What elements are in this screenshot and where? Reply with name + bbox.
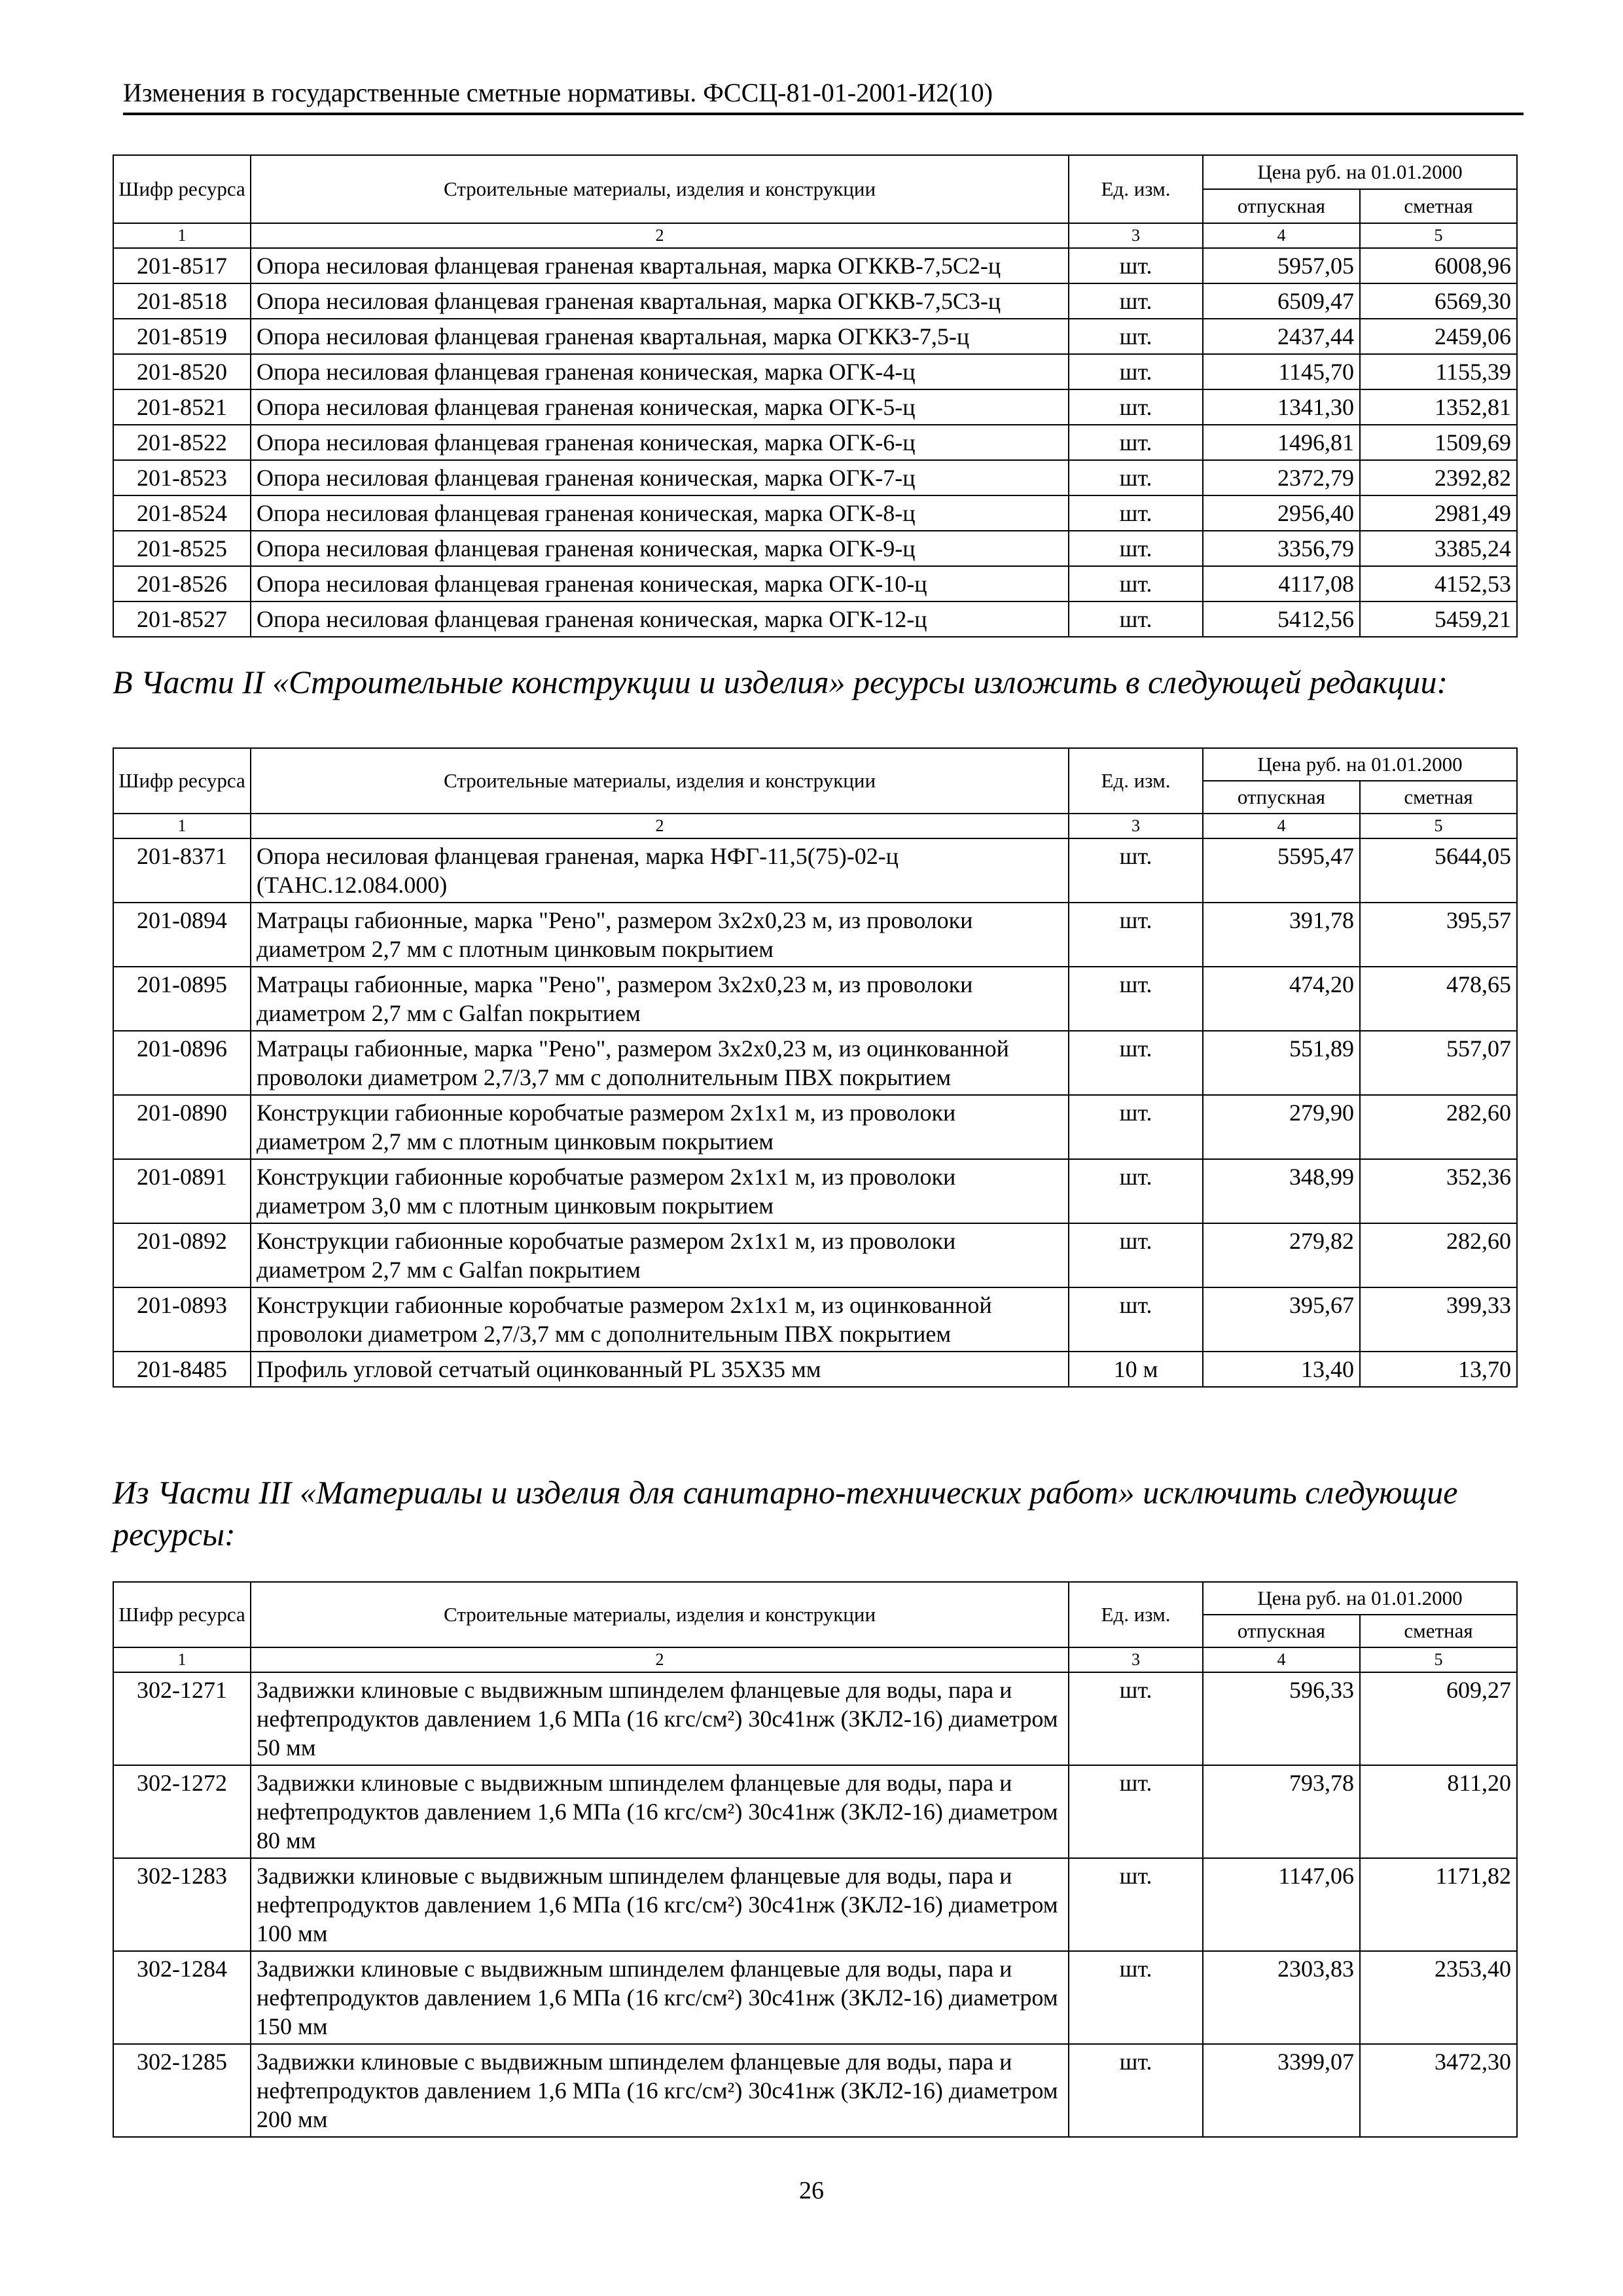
release-price: 474,20 xyxy=(1203,967,1360,1031)
resource-code: 201-0894 xyxy=(113,903,251,967)
resource-unit: шт. xyxy=(1069,460,1203,495)
header-name: Строительные материалы, изделия и конструкции xyxy=(251,748,1069,814)
resource-name: Матрацы габионные, марка "Рено", размером 3х2х0,23 м, из проволоки диаметром 2,7 мм с Galfan покрытием xyxy=(251,967,1069,1031)
header-code: Шифр ресурса xyxy=(113,155,251,223)
release-price: 1496,81 xyxy=(1203,425,1360,460)
header-estimate-price: сметная xyxy=(1360,189,1517,223)
table-row xyxy=(113,903,1517,967)
estimate-price: 5459,21 xyxy=(1360,601,1517,637)
column-number: 1 xyxy=(113,1647,251,1672)
table-row xyxy=(113,601,1517,637)
estimate-price: 478,65 xyxy=(1360,967,1517,1031)
column-number-row xyxy=(113,814,1517,838)
table-row xyxy=(113,838,1517,903)
release-price: 1147,06 xyxy=(1203,1858,1360,1951)
estimate-price: 557,07 xyxy=(1360,1031,1517,1095)
estimate-price: 1171,82 xyxy=(1360,1858,1517,1951)
estimate-price: 13,70 xyxy=(1360,1352,1517,1387)
header-name: Строительные материалы, изделия и конструкции xyxy=(251,155,1069,223)
resource-name: Задвижки клиновые с выдвижным шпинделем фланцевые для воды, пара и нефтепродуктов давлением 1,6 МПа (16 кгс/см²) 30с41нж (ЗКЛ2-16) диаметром 80 мм xyxy=(251,1765,1069,1858)
estimate-price: 282,60 xyxy=(1360,1095,1517,1159)
estimate-price: 1352,81 xyxy=(1360,389,1517,425)
estimate-price: 3472,30 xyxy=(1360,2044,1517,2137)
estimate-price: 352,36 xyxy=(1360,1159,1517,1223)
column-number: 2 xyxy=(251,223,1069,248)
table-row xyxy=(113,1951,1517,2044)
estimate-price: 2353,40 xyxy=(1360,1951,1517,2044)
release-price: 4117,08 xyxy=(1203,566,1360,601)
resource-unit: шт. xyxy=(1069,425,1203,460)
column-number: 4 xyxy=(1203,1647,1360,1672)
resource-unit: шт. xyxy=(1069,319,1203,354)
estimate-price: 395,57 xyxy=(1360,903,1517,967)
resource-name: Конструкции габионные коробчатые размером 2х1х1 м, из оцинкованной проволоки диаметром 2,7/3,7 мм с дополнительным ПВХ покрытием xyxy=(251,1287,1069,1352)
resource-code: 201-8524 xyxy=(113,495,251,531)
header-release-price: отпускная xyxy=(1203,781,1360,814)
column-number: 5 xyxy=(1360,223,1517,248)
header-code: Шифр ресурса xyxy=(113,748,251,814)
resource-unit: шт. xyxy=(1069,283,1203,319)
resource-name: Матрацы габионные, марка "Рено", размером 3х2х0,23 м, из проволоки диаметром 2,7 мм с плотным цинковым покрытием xyxy=(251,903,1069,967)
column-number: 2 xyxy=(251,1647,1069,1672)
section-heading-part-3: Из Части III «Материалы и изделия для санитарно-технических работ» исключить следующие ресурсы: xyxy=(113,1474,1458,1552)
resource-name: Опора несиловая фланцевая граненая коническая, марка ОГК-10-ц xyxy=(251,566,1069,601)
resource-name: Задвижки клиновые с выдвижным шпинделем фланцевые для воды, пара и нефтепродуктов давлением 1,6 МПа (16 кгс/см²) 30с41нж (ЗКЛ2-16) диаметром 100 мм xyxy=(251,1858,1069,1951)
estimate-price: 5644,05 xyxy=(1360,838,1517,903)
release-price: 395,67 xyxy=(1203,1287,1360,1352)
estimate-price: 2459,06 xyxy=(1360,319,1517,354)
resource-table-2 xyxy=(113,747,1518,1388)
column-number: 3 xyxy=(1069,1647,1203,1672)
release-price: 596,33 xyxy=(1203,1672,1360,1765)
resource-code: 201-8522 xyxy=(113,425,251,460)
page-header: Изменения в государственные сметные нормативы. ФССЦ-81-01-2001-И2(10) xyxy=(123,77,1524,115)
header-unit: Ед. изм. xyxy=(1069,155,1203,223)
resource-code: 201-0895 xyxy=(113,967,251,1031)
release-price: 279,90 xyxy=(1203,1095,1360,1159)
page-number: 26 xyxy=(799,2177,824,2204)
resource-unit: шт. xyxy=(1069,1095,1203,1159)
resource-code: 201-8518 xyxy=(113,283,251,319)
resource-name: Опора несиловая фланцевая граненая квартальная, марка ОГККВ-7,5С3-ц xyxy=(251,283,1069,319)
resource-name: Опора несиловая фланцевая граненая квартальная, марка ОГККЗ-7,5-ц xyxy=(251,319,1069,354)
resource-unit: шт. xyxy=(1069,389,1203,425)
resource-name: Опора несиловая фланцевая граненая квартальная, марка ОГККВ-7,5С2-ц xyxy=(251,248,1069,283)
release-price: 2303,83 xyxy=(1203,1951,1360,2044)
release-price: 2437,44 xyxy=(1203,319,1360,354)
resource-unit: шт. xyxy=(1069,495,1203,531)
header-unit: Ед. изм. xyxy=(1069,748,1203,814)
resource-unit: шт. xyxy=(1069,1672,1203,1765)
resource-name: Опора несиловая фланцевая граненая коническая, марка ОГК-9-ц xyxy=(251,531,1069,566)
resource-name: Задвижки клиновые с выдвижным шпинделем фланцевые для воды, пара и нефтепродуктов давлением 1,6 МПа (16 кгс/см²) 30с41нж (ЗКЛ2-16) диаметром 200 мм xyxy=(251,2044,1069,2137)
table-row xyxy=(113,354,1517,389)
resource-table-3 xyxy=(113,1581,1518,2138)
resource-unit: шт. xyxy=(1069,1159,1203,1223)
release-price: 2372,79 xyxy=(1203,460,1360,495)
resource-unit: шт. xyxy=(1069,354,1203,389)
estimate-price: 3385,24 xyxy=(1360,531,1517,566)
release-price: 1341,30 xyxy=(1203,389,1360,425)
resource-code: 201-8520 xyxy=(113,354,251,389)
resource-name: Профиль угловой сетчатый оцинкованный PL 35Х35 мм xyxy=(251,1352,1069,1387)
table-row xyxy=(113,1095,1517,1159)
resource-name: Опора несиловая фланцевая граненая коническая, марка ОГК-7-ц xyxy=(251,460,1069,495)
table-row xyxy=(113,1352,1517,1387)
table-row xyxy=(113,389,1517,425)
resource-code: 302-1283 xyxy=(113,1858,251,1951)
resource-code: 201-0896 xyxy=(113,1031,251,1095)
resource-name: Задвижки клиновые с выдвижным шпинделем фланцевые для воды, пара и нефтепродуктов давлением 1,6 МПа (16 кгс/см²) 30с41нж (ЗКЛ2-16) диаметром 50 мм xyxy=(251,1672,1069,1765)
resource-name: Опора несиловая фланцевая граненая коническая, марка ОГК-4-ц xyxy=(251,354,1069,389)
header-unit: Ед. изм. xyxy=(1069,1582,1203,1647)
release-price: 5412,56 xyxy=(1203,601,1360,637)
table-row xyxy=(113,1159,1517,1223)
table-row xyxy=(113,283,1517,319)
release-price: 348,99 xyxy=(1203,1159,1360,1223)
estimate-price: 2392,82 xyxy=(1360,460,1517,495)
resource-code: 302-1272 xyxy=(113,1765,251,1858)
resource-code: 201-8521 xyxy=(113,389,251,425)
column-number: 1 xyxy=(113,223,251,248)
estimate-price: 811,20 xyxy=(1360,1765,1517,1858)
release-price: 551,89 xyxy=(1203,1031,1360,1095)
header-name: Строительные материалы, изделия и конструкции xyxy=(251,1582,1069,1647)
resource-unit: шт. xyxy=(1069,1287,1203,1352)
resource-unit: шт. xyxy=(1069,903,1203,967)
table-row xyxy=(113,495,1517,531)
table-row xyxy=(113,1031,1517,1095)
resource-unit: шт. xyxy=(1069,601,1203,637)
section-heading-part-2: В Части II «Строительные конструкции и изделия» ресурсы изложить в следующей редакции: xyxy=(113,664,1448,700)
table-row xyxy=(113,1223,1517,1287)
table-row xyxy=(113,425,1517,460)
resource-code: 201-0891 xyxy=(113,1159,251,1223)
release-price: 3399,07 xyxy=(1203,2044,1360,2137)
resource-code: 302-1285 xyxy=(113,2044,251,2137)
table-row xyxy=(113,1287,1517,1352)
resource-name: Опора несиловая фланцевая граненая, марка НФГ-11,5(75)-02-ц (ТАНС.12.084.000) xyxy=(251,838,1069,903)
resource-name: Конструкции габионные коробчатые размером 2х1х1 м, из проволоки диаметром 2,7 мм с плотным цинковым покрытием xyxy=(251,1095,1069,1159)
table-row xyxy=(113,1858,1517,1951)
release-price: 1145,70 xyxy=(1203,354,1360,389)
resource-unit: шт. xyxy=(1069,248,1203,283)
resource-code: 201-8517 xyxy=(113,248,251,283)
table-row xyxy=(113,319,1517,354)
table-body xyxy=(113,838,1517,1387)
header-release-price: отпускная xyxy=(1203,189,1360,223)
header-estimate-price: сметная xyxy=(1360,781,1517,814)
column-number: 3 xyxy=(1069,223,1203,248)
header-release-price: отпускная xyxy=(1203,1615,1360,1647)
resource-unit: шт. xyxy=(1069,1223,1203,1287)
estimate-price: 2981,49 xyxy=(1360,495,1517,531)
resource-code: 201-0893 xyxy=(113,1287,251,1352)
resource-unit: шт. xyxy=(1069,1765,1203,1858)
release-price: 2956,40 xyxy=(1203,495,1360,531)
estimate-price: 399,33 xyxy=(1360,1287,1517,1352)
resource-name: Матрацы габионные, марка "Рено", размером 3х2х0,23 м, из оцинкованной проволоки диаметром 2,7/3,7 мм с дополнительным ПВХ покрытием xyxy=(251,1031,1069,1095)
resource-unit: шт. xyxy=(1069,2044,1203,2137)
resource-code: 201-0890 xyxy=(113,1095,251,1159)
estimate-price: 6008,96 xyxy=(1360,248,1517,283)
column-number: 2 xyxy=(251,814,1069,838)
table-row xyxy=(113,531,1517,566)
column-number: 4 xyxy=(1203,814,1360,838)
table-row xyxy=(113,1765,1517,1858)
release-price: 5957,05 xyxy=(1203,248,1360,283)
resource-unit: шт. xyxy=(1069,566,1203,601)
table-row xyxy=(113,566,1517,601)
column-number-row xyxy=(113,1647,1517,1672)
column-number-row xyxy=(113,223,1517,248)
estimate-price: 609,27 xyxy=(1360,1672,1517,1765)
release-price: 5595,47 xyxy=(1203,838,1360,903)
table-row xyxy=(113,248,1517,283)
resource-name: Опора несиловая фланцевая граненая коническая, марка ОГК-8-ц xyxy=(251,495,1069,531)
resource-code: 302-1271 xyxy=(113,1672,251,1765)
resource-code: 201-8523 xyxy=(113,460,251,495)
release-price: 279,82 xyxy=(1203,1223,1360,1287)
resource-code: 201-0892 xyxy=(113,1223,251,1287)
resource-code: 302-1284 xyxy=(113,1951,251,2044)
resource-name: Опора несиловая фланцевая граненая коническая, марка ОГК-6-ц xyxy=(251,425,1069,460)
release-price: 6509,47 xyxy=(1203,283,1360,319)
release-price: 13,40 xyxy=(1203,1352,1360,1387)
column-number: 5 xyxy=(1360,814,1517,838)
resource-unit: шт. xyxy=(1069,1858,1203,1951)
table-row xyxy=(113,967,1517,1031)
estimate-price: 4152,53 xyxy=(1360,566,1517,601)
resource-name: Опора несиловая фланцевая граненая коническая, марка ОГК-5-ц xyxy=(251,389,1069,425)
resource-code: 201-8527 xyxy=(113,601,251,637)
table-body xyxy=(113,1672,1517,2137)
header-price: Цена руб. на 01.01.2000 xyxy=(1203,155,1517,189)
estimate-price: 1155,39 xyxy=(1360,354,1517,389)
column-number: 1 xyxy=(113,814,251,838)
resource-unit: шт. xyxy=(1069,531,1203,566)
resource-unit: шт. xyxy=(1069,967,1203,1031)
column-number: 3 xyxy=(1069,814,1203,838)
resource-unit: шт. xyxy=(1069,838,1203,903)
header-price: Цена руб. на 01.01.2000 xyxy=(1203,748,1517,781)
resource-code: 201-8519 xyxy=(113,319,251,354)
table-row xyxy=(113,460,1517,495)
resource-unit: шт. xyxy=(1069,1951,1203,2044)
header-estimate-price: сметная xyxy=(1360,1615,1517,1647)
resource-code: 201-8526 xyxy=(113,566,251,601)
resource-unit: шт. xyxy=(1069,1031,1203,1095)
resource-name: Конструкции габионные коробчатые размером 2х1х1 м, из проволоки диаметром 3,0 мм с плотным цинковым покрытием xyxy=(251,1159,1069,1223)
resource-code: 201-8525 xyxy=(113,531,251,566)
release-price: 793,78 xyxy=(1203,1765,1360,1858)
estimate-price: 282,60 xyxy=(1360,1223,1517,1287)
table-row xyxy=(113,2044,1517,2137)
release-price: 3356,79 xyxy=(1203,531,1360,566)
column-number: 4 xyxy=(1203,223,1360,248)
header-code: Шифр ресурса xyxy=(113,1582,251,1647)
resource-code: 201-8371 xyxy=(113,838,251,903)
resource-name: Задвижки клиновые с выдвижным шпинделем фланцевые для воды, пара и нефтепродуктов давлением 1,6 МПа (16 кгс/см²) 30с41нж (ЗКЛ2-16) диаметром 150 мм xyxy=(251,1951,1069,2044)
resource-table-1 xyxy=(113,154,1518,637)
release-price: 391,78 xyxy=(1203,903,1360,967)
resource-name: Конструкции габионные коробчатые размером 2х1х1 м, из проволоки диаметром 2,7 мм с Galfan покрытием xyxy=(251,1223,1069,1287)
resource-unit: 10 м xyxy=(1069,1352,1203,1387)
estimate-price: 6569,30 xyxy=(1360,283,1517,319)
estimate-price: 1509,69 xyxy=(1360,425,1517,460)
column-number: 5 xyxy=(1360,1647,1517,1672)
table-row xyxy=(113,1672,1517,1765)
table-body xyxy=(113,248,1517,637)
header-price: Цена руб. на 01.01.2000 xyxy=(1203,1582,1517,1615)
resource-code: 201-8485 xyxy=(113,1352,251,1387)
resource-name: Опора несиловая фланцевая граненая коническая, марка ОГК-12-ц xyxy=(251,601,1069,637)
